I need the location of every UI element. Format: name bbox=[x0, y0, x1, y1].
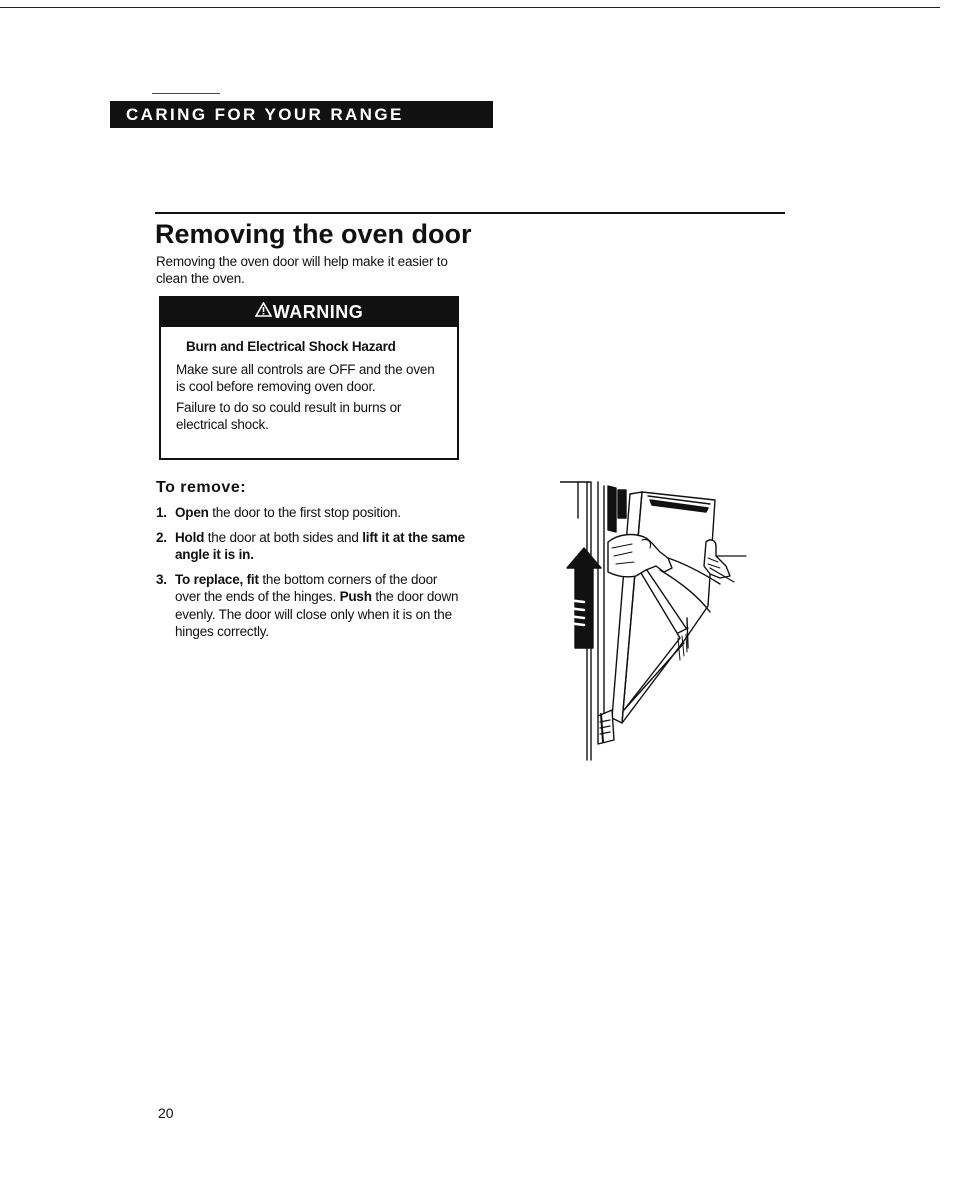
warning-box bbox=[159, 296, 459, 460]
steps-list bbox=[156, 504, 466, 648]
step-plain: the bottom corners of the door over the ends of the hinges. bbox=[175, 571, 438, 604]
heading-rule bbox=[155, 212, 785, 214]
step-bold: Open bbox=[175, 505, 209, 520]
step-item bbox=[156, 571, 466, 641]
step-bold: To replace, fit bbox=[175, 571, 259, 587]
step-plain: the door down evenly. The door will close only when it is on the hinges correctly. bbox=[175, 589, 459, 639]
section-banner: CARING FOR YOUR RANGE bbox=[110, 101, 493, 128]
page-title: Removing the oven door bbox=[155, 219, 472, 249]
page-number: 20 bbox=[158, 1105, 174, 1121]
step-text bbox=[175, 571, 466, 641]
step-number: 3. bbox=[156, 571, 167, 587]
remove-heading: To remove: bbox=[156, 479, 247, 496]
warning-body bbox=[161, 327, 457, 434]
warning-label: WARNING bbox=[272, 302, 364, 322]
step-item bbox=[156, 529, 466, 564]
step-number: 2. bbox=[156, 529, 167, 545]
step-bold: Hold bbox=[175, 529, 205, 545]
warning-consequence: Failure to do so could result in burns or electrical shock. bbox=[176, 399, 402, 432]
header-short-rule bbox=[152, 93, 220, 94]
step-number: 1. bbox=[156, 505, 167, 520]
hazard-title: Burn and Electrical Shock Hazard bbox=[186, 339, 396, 354]
step-bold: Push bbox=[339, 589, 372, 604]
top-rule bbox=[0, 7, 940, 8]
warning-instruction: Make sure all controls are OFF and the oven is cool before removing oven door. bbox=[176, 361, 435, 394]
step-bold: lift it at the same angle it is in. bbox=[175, 529, 465, 562]
step-item bbox=[156, 504, 466, 522]
step-plain: the door to the first stop position. bbox=[208, 505, 401, 520]
oven-door-removal-illustration bbox=[560, 478, 750, 763]
warning-header bbox=[161, 298, 457, 327]
step-text bbox=[175, 529, 466, 564]
intro-text: Removing the oven door will help make it easier to clean the oven. bbox=[156, 254, 448, 286]
step-text bbox=[175, 504, 401, 522]
step-plain: the door at both sides and bbox=[204, 529, 363, 545]
warning-triangle-icon bbox=[255, 297, 272, 326]
